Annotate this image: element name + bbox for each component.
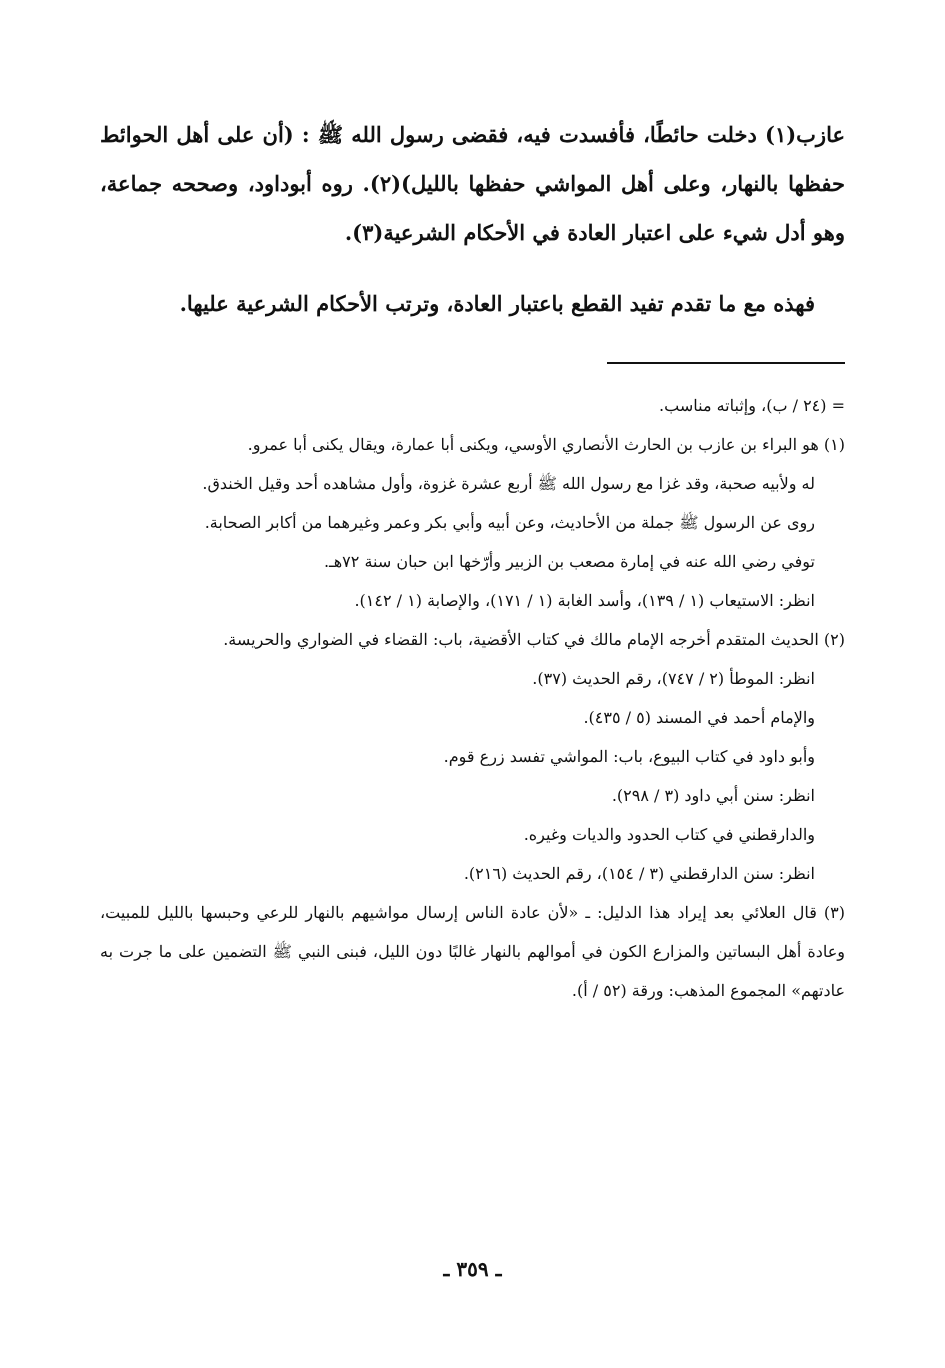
footnote-2-line-6: والدارقطني في كتاب الحدود والديات وغيره. (523, 825, 815, 844)
footnote-2-line-2: انظر: الموطأ (٢ / ٧٤٧)، رقم الحديث (٣٧). (532, 669, 815, 688)
footnote-3: (٣) قال العلائي بعد إيراد هذا الدليل: ـ «لأن عادة الناس إرسال مواشيهم بالنهار للرعي وحبسها بالليل للمبيت، وعادة أهل البساتين والمزارع الكون في أموالهم بالنهار غالبًا دون الليل، فبنى النبي ﷺ التضمين على ما جرت به عادتهم» المجموع المذهب: ورقة (٥٢ / أ). (100, 903, 846, 1000)
footnote-continuation: = (٢٤ / ب)، وإثباته مناسب. (659, 396, 845, 415)
footnote-1-line-4: توفي رضي الله عنه في إمارة مصعب بن الزبير وأرّخها ابن حبان سنة ٧٢هـ. (323, 552, 815, 571)
footnote-1-line-3: روى عن الرسول ﷺ جملة من الأحاديث، وعن أبيه وأبي بكر وعمر وغيرهما من أكابر الصحابة. (204, 513, 815, 532)
footnote-separator (607, 362, 845, 364)
footnote-2-line-4: وأبو داود في كتاب البيوع، باب: المواشي تفسد زرع قوم. (443, 747, 815, 766)
main-paragraph-1: عازب(١) دخلت حائطًا، فأفسدت فيه، فقضى رسول الله ﷺ : (أن على أهل الحوائط حفظها بالنهار، وعلى أهل المواشي حفظها بالليل)(٢). روه أبوداود، وصححه جماعة، وهو أدل شيء على اعتبار العادة في الأحكام الشرعية(٣). (100, 122, 845, 245)
footnote-1-line-5: انظر: الاستيعاب (١ / ١٣٩)، وأسد الغابة (١ / ١٧١)، والإصابة (١ / ١٤٢). (354, 591, 815, 610)
footnote-1-line-1: (١) هو البراء بن عازب بن الحارث الأنصاري الأوسي، ويكنى أبا عمارة، ويقال يكنى أبا عمرو. (247, 435, 845, 454)
footnote-2-line-3: والإمام أحمد في المسند (٥ / ٤٣٥). (583, 708, 815, 727)
footnote-2-line-5: انظر: سنن أبي داود (٣ / ٢٩٨). (611, 786, 815, 805)
footnote-1-line-2: له ولأبيه صحبة، وقد غزا مع رسول الله ﷺ أربع عشرة غزوة، وأول مشاهده أحد وقيل الخندق. (202, 474, 815, 493)
footnote-2-line-1: (٢) الحديث المتقدم أخرجه الإمام مالك في كتاب الأقضية، باب: القضاء في الضواري والحريسة. (223, 630, 845, 649)
page-number: ـ ٣٥٩ ـ (443, 1257, 502, 1281)
main-text (100, 110, 845, 328)
main-paragraph-2: فهذه مع ما تقدم تفيد القطع باعتبار العادة، وترتب الأحكام الشرعية عليها. (179, 291, 815, 316)
footnote-2-line-7: انظر: سنن الدارقطني (٣ / ١٥٤)، رقم الحديث (٢١٦). (463, 864, 815, 883)
footnotes (100, 386, 845, 1010)
